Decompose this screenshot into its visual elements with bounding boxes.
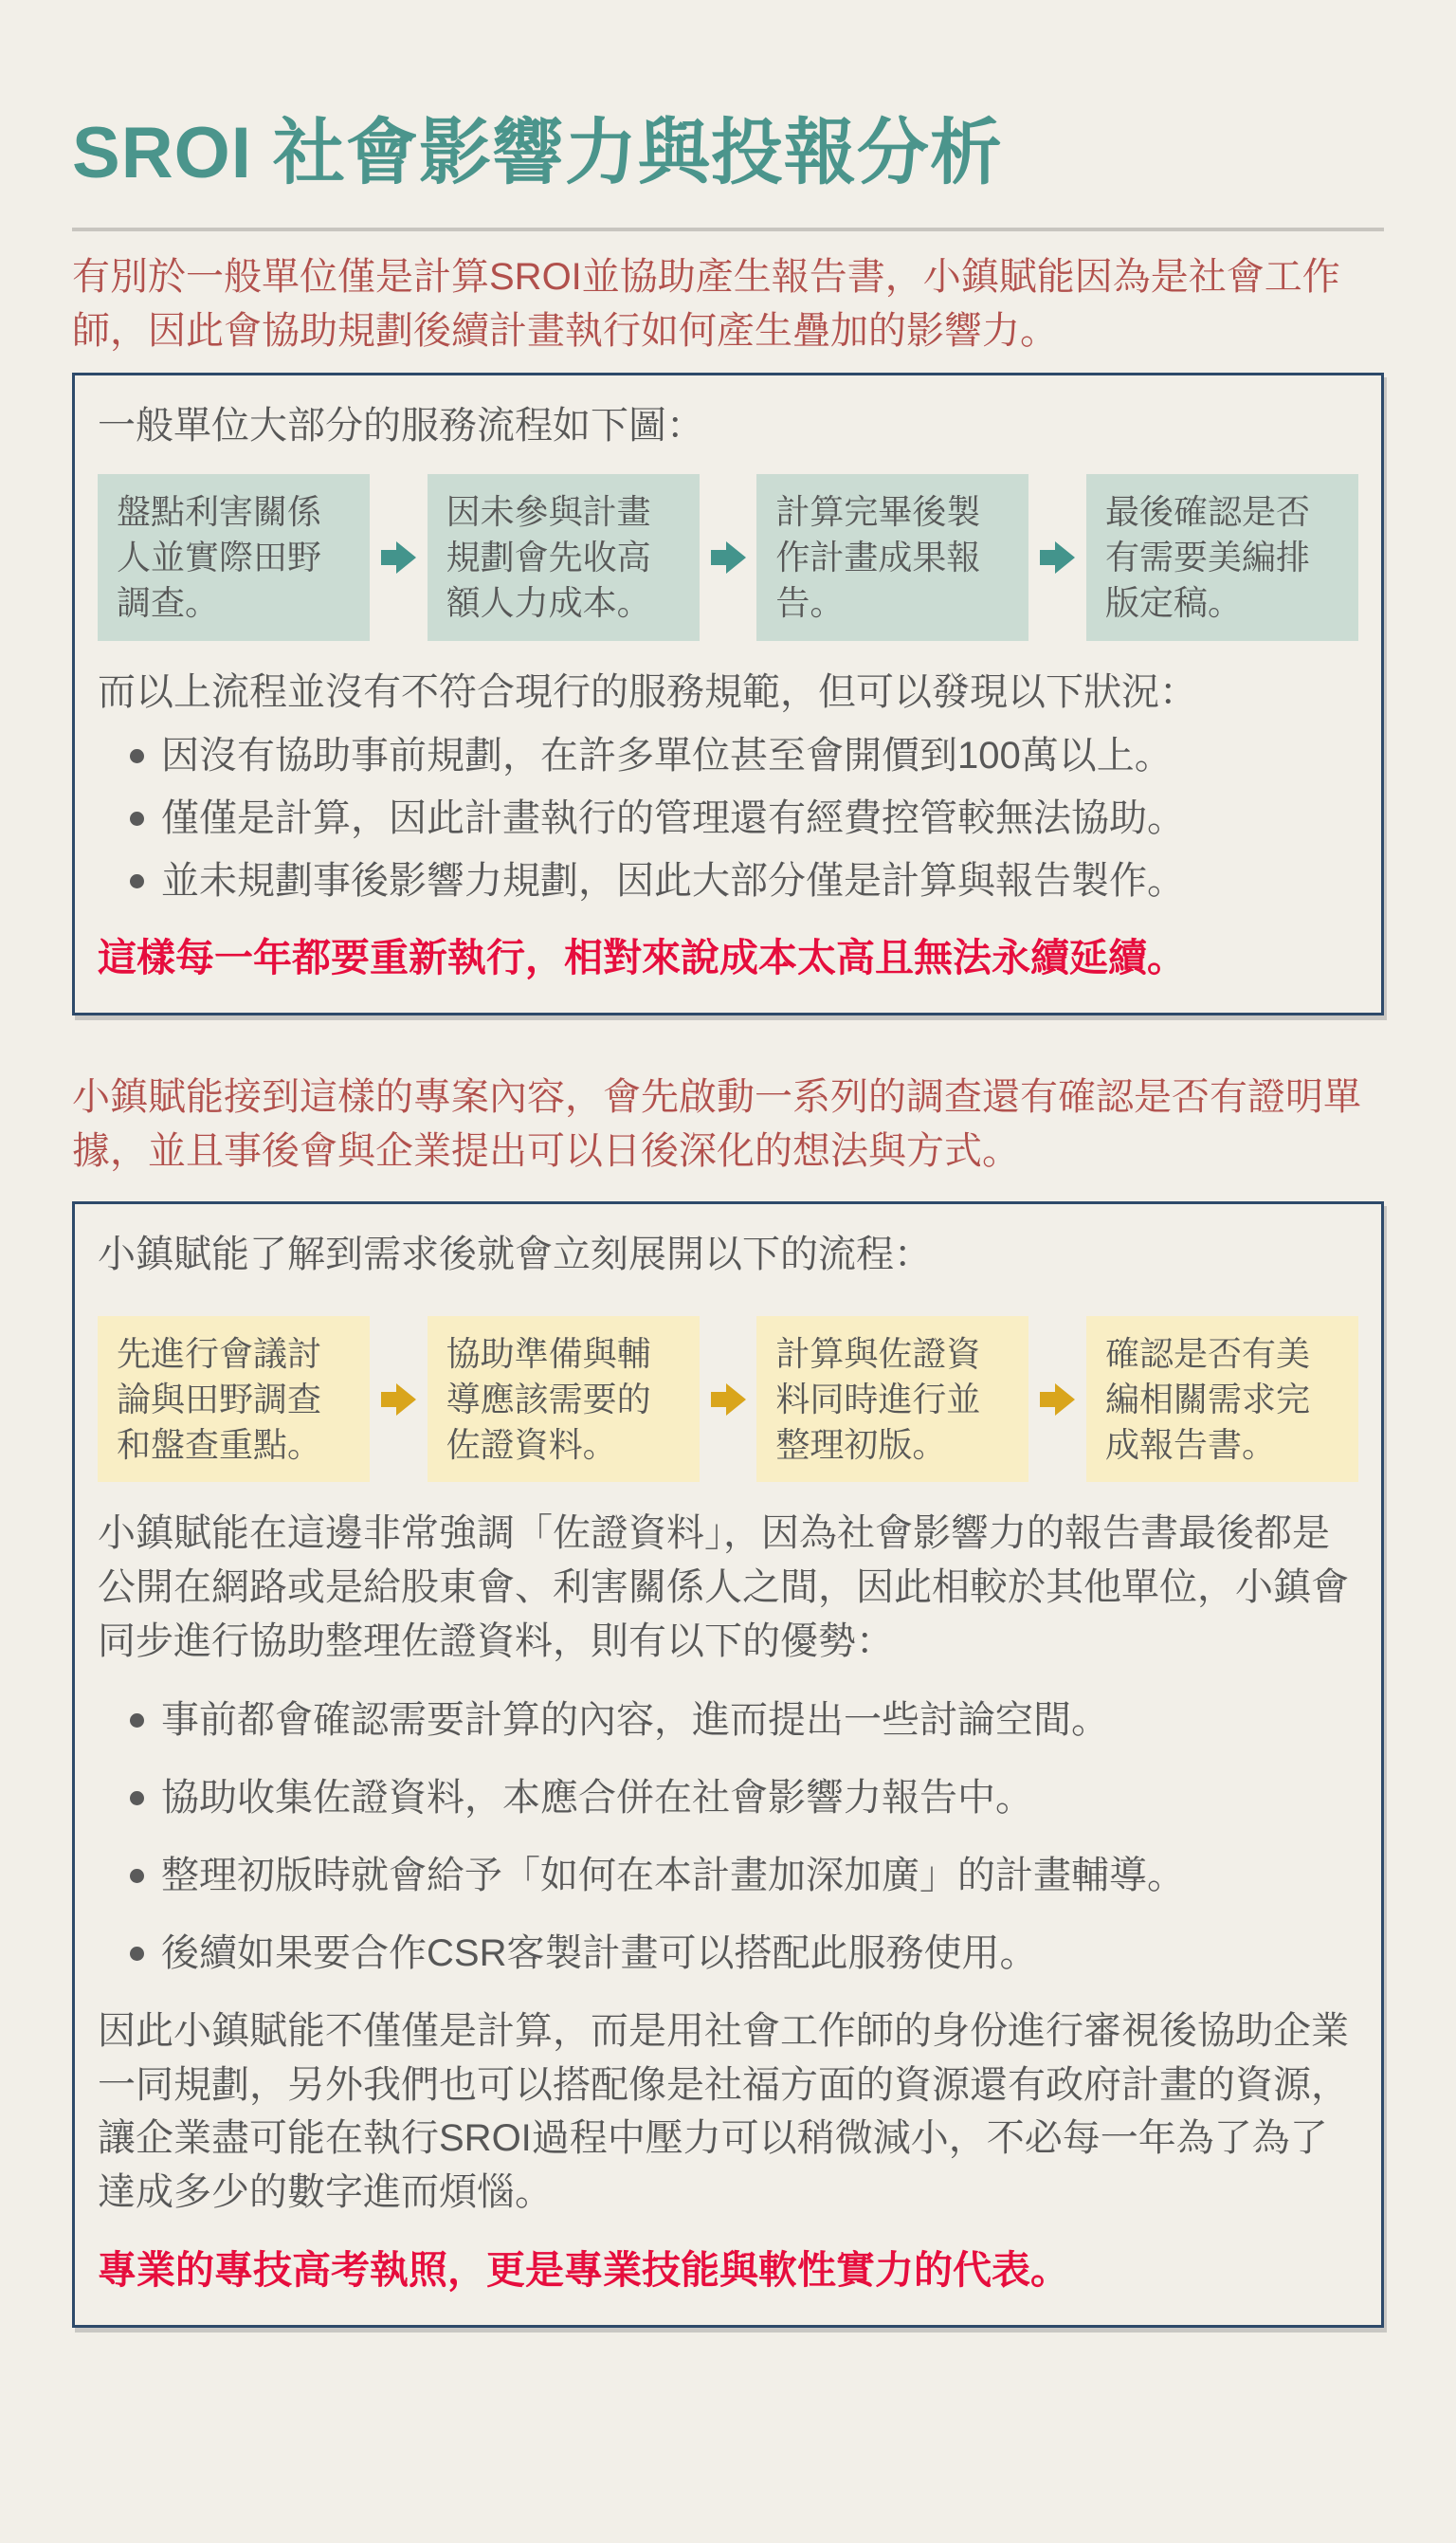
flow-step: 盤點利害關係人並實際田野調查。 — [98, 474, 370, 641]
arrow-right-icon — [1040, 541, 1075, 574]
list-item-text: 協助收集佐證資料，本應合併在社會影響力報告中。 — [161, 1776, 1033, 1819]
intro-paragraph: 有別於一般單位僅是計算SROI並協助產生報告書，小鎮賦能因為是社會工作師，因此會協助規劃後續計畫執行如何產生疊加的影響力。 — [72, 255, 1340, 352]
general-highlight-text: 這樣每一年都要重新執行，相對來說成本太高且無法永續延續。 — [98, 935, 1186, 979]
list-item-text: 並未規劃事後影響力規劃，因此大部分僅是計算與報告製作。 — [161, 859, 1185, 902]
list-item-text: 事前都會確認需要計算的內容，進而提出一些討論空間。 — [161, 1698, 1109, 1741]
arrow-right-icon — [381, 1383, 416, 1416]
arrow-right-icon — [711, 541, 746, 574]
flow-step: 因未參與計畫規劃會先收高額人力成本。 — [428, 474, 700, 641]
process-box-general — [72, 373, 1384, 1015]
arrow-cell — [370, 474, 428, 641]
arrow-cell — [700, 1316, 757, 1483]
arrow-cell — [370, 1316, 428, 1483]
process-box-company — [72, 1201, 1384, 2329]
arrow-cell — [1028, 1316, 1086, 1483]
bullet-icon — [130, 749, 144, 763]
list-item — [130, 1849, 1358, 1902]
list-item — [130, 792, 1358, 845]
list-item — [130, 1771, 1358, 1824]
page-container — [0, 113, 1456, 2328]
flow-step: 最後確認是否有需要美編排版定稿。 — [1086, 474, 1358, 641]
list-item-text: 後續如果要合作CSR客製計畫可以搭配此服務使用。 — [161, 1931, 1038, 1974]
list-item — [130, 1927, 1358, 1980]
page-title: SROI 社會影響力與投報分析 — [72, 113, 1003, 193]
arrow-right-icon — [1040, 1383, 1075, 1416]
company-highlight-text: 專業的專技高考執照，更是專業技能與軟性實力的代表。 — [98, 2247, 1069, 2292]
company-flow-note: 小鎮賦能在這邊非常強調「佐證資料」，因為社會影響力的報告書最後都是公開在網路或是給股東會、利害關係人之間，因此相較於其他單位，小鎮會同步進行協助整理佐證資料，則有以下的優勢： — [98, 1512, 1349, 1662]
flow-step: 先進行會議討論與田野調查和盤查重點。 — [98, 1316, 370, 1483]
list-item — [130, 729, 1358, 782]
list-item-text: 整理初版時就會給予「如何在本計畫加深加廣」的計畫輔導。 — [161, 1854, 1185, 1896]
arrow-cell — [1028, 474, 1086, 641]
flow-step: 計算與佐證資料同時進行並整理初版。 — [756, 1316, 1028, 1483]
flow-step: 協助準備與輔導應該需要的佐證資料。 — [428, 1316, 700, 1483]
company-process-flow — [98, 1316, 1358, 1483]
list-item-text: 因沒有協助事前規劃，在許多單位甚至會開價到100萬以上。 — [161, 734, 1173, 777]
title-divider — [72, 228, 1384, 231]
list-item-text: 僅僅是計算，因此計畫執行的管理還有經費控管較無法協助。 — [161, 796, 1185, 839]
list-item — [130, 1693, 1358, 1747]
general-issues-list — [98, 729, 1358, 907]
arrow-cell — [700, 474, 757, 641]
interlude-paragraph: 小鎮賦能接到這樣的專案內容，會先啟動一系列的調查還有確認是否有證明單據，並且事後會與企業提出可以日後深化的想法與方式。 — [72, 1076, 1361, 1172]
general-flow-heading: 一般單位大部分的服務流程如下圖： — [98, 405, 704, 448]
company-advantages-list — [98, 1693, 1358, 1980]
bullet-icon — [130, 1791, 144, 1805]
flow-step: 確認是否有美編相關需求完成報告書。 — [1086, 1316, 1358, 1483]
company-flow-heading: 小鎮賦能了解到需求後就會立刻展開以下的流程： — [98, 1233, 932, 1275]
closing-paragraph: 因此小鎮賦能不僅僅是計算，而是用社會工作師的身份進行審視後協助企業一同規劃，另外我們也可以搭配像是社福方面的資源還有政府計畫的資源，讓企業盡可能在執行SROI過程中壓力可以稍微減小，不必每一年為了為了達成多少的數字進而煩惱。 — [98, 2009, 1349, 2214]
general-flow-note: 而以上流程並沒有不符合現行的服務規範，但可以發現以下狀況： — [98, 671, 1197, 714]
bullet-icon — [130, 1869, 144, 1883]
bullet-icon — [130, 1713, 144, 1728]
arrow-right-icon — [711, 1383, 746, 1416]
bullet-icon — [130, 1947, 144, 1961]
general-process-flow — [98, 474, 1358, 641]
arrow-right-icon — [381, 541, 416, 574]
bullet-icon — [130, 874, 144, 888]
bullet-icon — [130, 812, 144, 826]
list-item — [130, 854, 1358, 907]
flow-step: 計算完畢後製作計畫成果報告。 — [756, 474, 1028, 641]
